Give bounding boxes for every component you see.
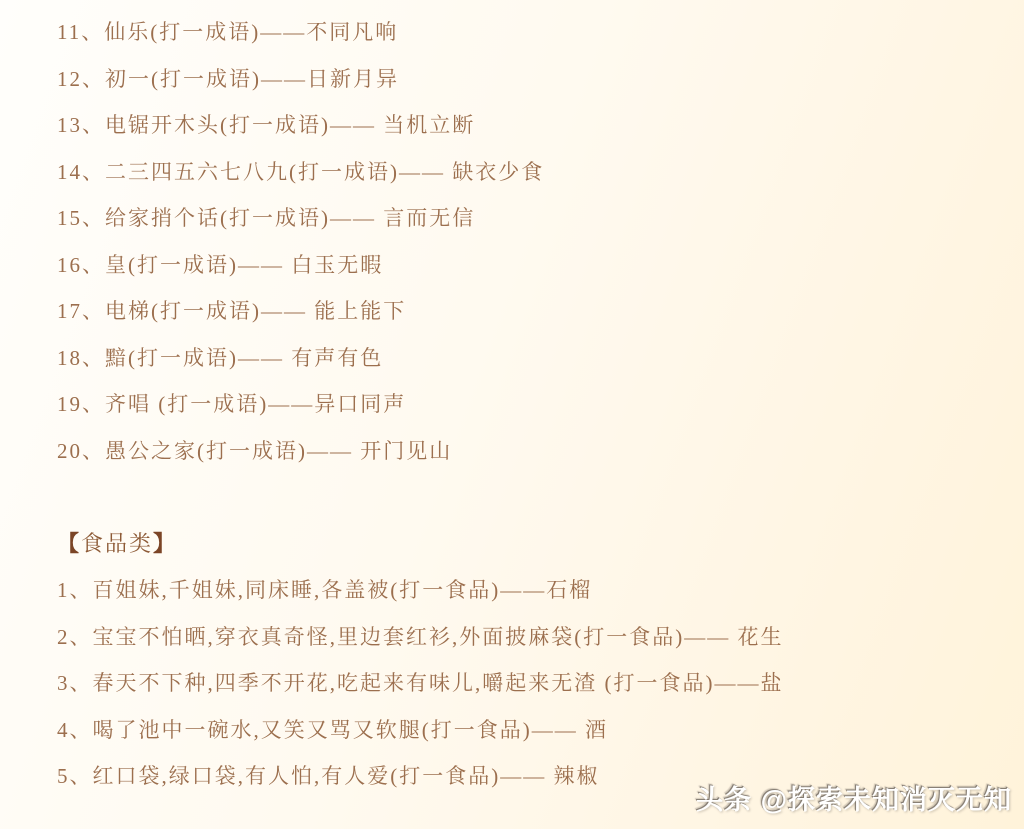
idiom-item: 16、皇(打一成语)—— 白玉无暇	[57, 252, 384, 277]
idiom-item: 14、二三四五六七八九(打一成语)—— 缺衣少食	[57, 159, 545, 184]
idiom-item: 11、仙乐(打一成语)——不同凡响	[57, 20, 399, 45]
food-item: 4、喝了池中一碗水,又笑又骂又软腿(打一食品)—— 酒	[57, 717, 608, 742]
food-item: 3、春天不下种,四季不开花,吃起来有味儿,嚼起来无渣 (打一食品)——盐	[57, 671, 784, 696]
idiom-item: 17、电梯(打一成语)—— 能上能下	[57, 299, 407, 324]
food-section-heading	[57, 520, 1024, 567]
idiom-item: 19、齐唱 (打一成语)——异口同声	[57, 392, 407, 417]
idiom-item: 12、初一(打一成语)——日新月异	[57, 66, 399, 91]
heading-close-bracket: 】	[153, 531, 178, 557]
food-item: 1、百姐妹,千姐妹,同床睡,各盖被(打一食品)——石榴	[57, 578, 593, 603]
idiom-item: 18、黯(打一成语)—— 有声有色	[57, 345, 384, 370]
food-item: 5、红口袋,绿口袋,有人怕,有人爱(打一食品)—— 辣椒	[57, 764, 600, 789]
idiom-item: 13、电锯开木头(打一成语)—— 当机立断	[57, 113, 476, 138]
idiom-item: 15、给家捎个话(打一成语)—— 言而无信	[57, 206, 476, 231]
idiom-item: 20、愚公之家(打一成语)—— 开门见山	[57, 438, 453, 463]
heading-open-bracket: 【	[57, 531, 82, 557]
riddle-content	[57, 8, 1024, 799]
heading-label: 食品类	[81, 531, 154, 557]
food-item: 2、宝宝不怕晒,穿衣真奇怪,里边套红衫,外面披麻袋(打一食品)—— 花生	[57, 624, 784, 649]
section-gap	[57, 473, 1024, 520]
watermark: 头条 @探索未知消灭无知	[696, 785, 1012, 815]
